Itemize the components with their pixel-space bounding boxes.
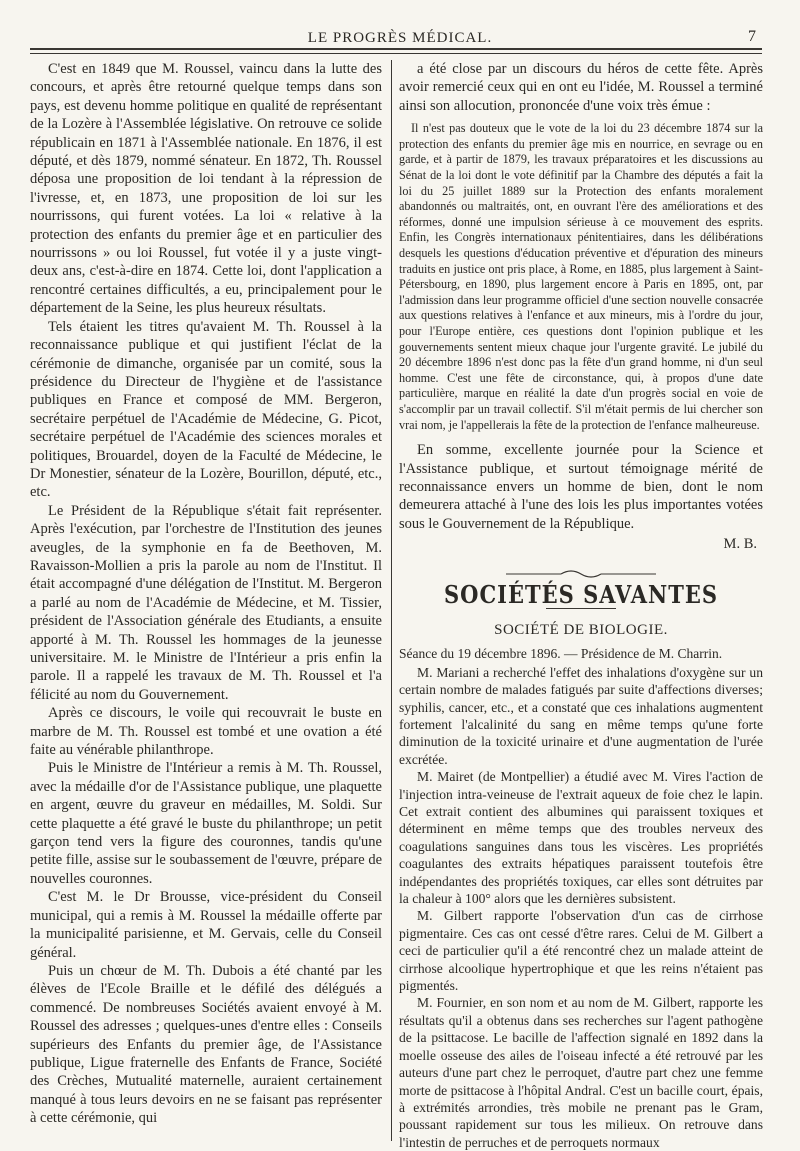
paragraph: Le Président de la République s'était fait représenter. Après l'exécution, par l'orchestre de l'Institution des jeunes aveugles, de la symphonie en fa de Beethoven, M. Ravaisson-Mollien a pris la parole au nom de l'Institut. Il était accompagné d'une délégation de l'Institut. M. Bergeron a parlé au nom de l'Académie de Médecine, et M. Tissier, président de l'Association générale des Etudiants, a ensuite apporté à M. Th. Roussel les hommages de la jeunesse universitaire. M. le Ministre de l'Intérieur a pris enfin la parole. Il a rappelé les travaux de M. Th. Roussel et l'a félicité au nom du Gouvernement. <box>30 502 382 703</box>
paragraph: Après ce discours, le voile qui recouvrait le buste en marbre de M. Th. Roussel est tombé et une ovation a été faite au vénérable philanthrope. <box>30 705 382 759</box>
author-signature: M. B. <box>723 536 757 553</box>
quote-text: Il n'est pas douteux que le vote de la loi du 23 décembre 1874 sur la protection des enfants du premier âge mis en nourrice, en sevrage ou en garde, et à partir de 1879, les travaux préparatoires et les discussions au Sénat de la loi dont le vote définitif par la Chambre des députés a fait la loi du 25 juillet 1889 sur la Protection des enfants moralement abandonnés ou maltraités, ont, en ouvrant l'ère des améliorations et des réformes, donné une impulsion sérieuse à ce mouvement des esprits. Enfin, les Congrès internationaux pénitentiaires, dans les délibérations desquels les questions d'éducation préventive et d'épuration des mineurs traduits en justice ont pris place, à Rome, en 1885, plus largement à Saint-Pétersbourg, en 1890, plus largement encore à Paris en 1895, ont, par l'admission dans leur programme officiel d'une section nouvelle consacrée aux questions relatives à l'enfance et aux mineurs, mis à l'ordre du jour, pour l'Europe entière, ces questions dont l'opinion publique et les gouvernements sentent mieux chaque jour l'urgente gravité. Le jubilé du 20 décembre 1896 n'est donc pas la fête d'un grand homme, ni d'un seul homme. C'est une fête de circonstance, qui, à propos d'une date particulière, marque en réalité la date d'un progrès social en voie de s'accomplir par un travail collectif. S'il m'était permis de lui chercher son vrai nom, je l'appellerais la fête de la protection de l'enfance malheureuse. <box>399 121 763 432</box>
column-divider <box>391 60 392 1141</box>
left-column <box>30 60 382 1127</box>
paragraph: M. Mariani a recherché l'effet des inhalations d'oxygène sur un certain nombre de malades fatigués par suite d'affections diverses; syphilis, cancer, etc., et a constaté que ces inhalations augmentent fortement l'alcalinité du sang en même temps qu'une forte diminution de la toxicité urinaire et d'une augmentation de l'urée excrétée. <box>399 664 763 767</box>
journal-title: LE PROGRÈS MÉDICAL. <box>307 30 493 46</box>
header-rule <box>30 48 762 50</box>
header-rule-thin <box>30 53 762 54</box>
paragraph: Puis le Ministre de l'Intérieur a remis à M. Th. Roussel, avec la médaille d'or de l'Assistance publique, une plaquette en argent, œuvre du graveur en médailles, M. Soldi. Sur cette plaquette a été gravé le buste du philanthrope; un petit garçon tend vers la figure des couronnes, tandis qu'une petite fille, assise sur le soubassement de l'œuvre, prépare de nouvelles couronnes. <box>30 760 382 887</box>
conclusion-paragraph: En somme, excellente journée pour la Science et l'Assistance publique, et surtout témoignage mérité de reconnaissance envers un homme de bien, dont le nom demeurera attaché à l'une des lois les plus importantes votées sous le Gouvernement de la République. <box>399 442 763 532</box>
right-column <box>399 60 763 1150</box>
paragraph: M. Fournier, en son nom et au nom de M. Gilbert, rapporte les résultats qu'il a obtenus dans ses recherches sur l'agent pathogène de la psittacose. Le bacille de l'affection signalé en 1892 dans la moelle osseuse des ailes de l'oiseau infecté a été retrouvé par les auteurs d'une part chez le perroquet, d'autre part chez une femme morte de psittacose à l'hôpital Andral. C'est un bacille court, épais, à extrémités arrondies, très mobile ne prenant pas le Gram, poussant rapidement sur tous les milieux. On retrouve dans l'intestin de perruches et de perroquets normaux <box>399 995 763 1150</box>
quoted-speech <box>399 121 763 433</box>
paragraph: M. Mairet (de Montpellier) a étudié avec M. Vires l'action de l'injection intra-veineuse de l'extrait aqueux de foie chez le lapin. Cet extrait contient des albumines qui paraissent toxiques et déterminent en même temps que des troubles nerveux des coagulations sanguines dans tous les viscères. Les propriétés coagulantes des extraits hépatiques paraissent toutefois être indépendantes des propriétés toxiques, car elles sont détruites par la chaleur à 100° alors que les dernières subsistent. <box>399 769 763 907</box>
ornament-divider <box>506 568 656 580</box>
society-heading: SOCIÉTÉ DE BIOLOGIE. <box>494 621 668 638</box>
page-number: 7 <box>748 28 756 45</box>
biology-report <box>399 664 763 1151</box>
section-title: SOCIÉTÉS SAVANTES <box>444 579 718 609</box>
paragraph: C'est M. le Dr Brousse, vice-président du Conseil municipal, qui a remis à M. Roussel la médaille offerte par la municipalité parisienne, et M. Gervais, celle du Conseil général. <box>30 889 382 961</box>
running-header <box>0 0 800 48</box>
paragraph: Tels étaient les titres qu'avaient M. Th. Roussel à la reconnaissance publique et qui justifient l'éclat de la cérémonie de dimanche, organisée par un comité, sous la présidence du Directeur de l'hygiène et de l'assistance publiques en France et composé de MM. Bergeron, secrétaire perpétuel de l'Académie de Médecine, G. Picot, secrétaire perpétuel de l'Académie des sciences morales et politiques, Brouardel, doyen de la Faculté de Médecine, le Dr Monestier, sénateur de la Lozère, Bourillon, député, etc., etc. <box>30 318 382 501</box>
paragraph: Puis un chœur de M. Th. Dubois a été chanté par les élèves de l'Ecole Braille et le défilé des délégués a commencé. De nombreuses Sociétés avaient envoyé à M. Roussel des adresses ; quelques-unes d'entre elles : Conseils supérieurs des Enfants du premier âge, de l'Assistance publique, Ligue fraternelle des Enfants de France, Société des Crèches, Mutualité maternelle, auraient certainement manqué à tous leurs devoirs en ne se faisant pas représenter à cette cérémonie, qui <box>30 962 382 1127</box>
paragraph: C'est en 1849 que M. Roussel, vaincu dans la lutte des concours, et après être retourné quelque temps dans son pays, est devenu homme politique en qualité de représentant de la Lozère à l'Assemblée législative. On retrouve ce solide républicain en 1871 à l'Assemblée nationale. En 1876, il est député, et dès 1879, nommé sénateur. En 1872, Th. Roussel déposa une proposition de loi tendant à la répression de l'ivresse, et, en 1873, une proposition de loi sur les nourrissons, qui furent votées. La loi « relative à la protection des enfants du premier âge et en particulier des nourrissons » ou loi Roussel, fut votée il y a juste vingt-deux ans, c'est-à-dire en 1874. Cette loi, dont l'application a rencontré certaines difficultés, a eu, principalement pour le département de la Seine, les plus heureux résultats. <box>30 61 382 317</box>
session-line: Séance du 19 décembre 1896. — Présidence de M. Charrin. <box>399 646 723 662</box>
paragraph: M. Gilbert rapporte l'observation d'un cas de cirrhose pigmentaire. Ces cas ont cessé d'être rares. Celui de M. Gilbert a ceci de particulier qu'il a été rencontré chez un malade atteint de cirrhose alcoolique hypertrophique et que les reins n'étaient pas pigmentés. <box>399 908 763 994</box>
paragraph: a été close par un discours du héros de cette fête. Après avoir remercié ceux qui en ont eu l'idée, M. Roussel a terminé ainsi son allocution, prononcée d'une voix très émue : <box>399 61 763 114</box>
